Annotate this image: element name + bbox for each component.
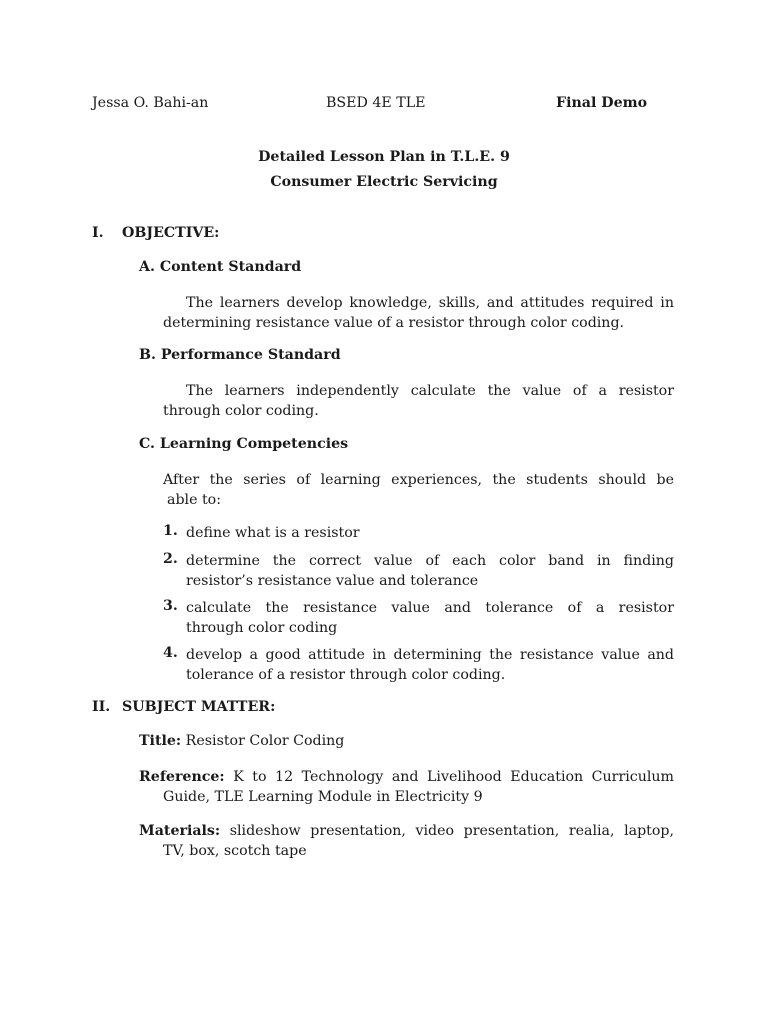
section-1-numeral: I. bbox=[92, 225, 104, 241]
performance-standard-text bbox=[163, 381, 674, 421]
competency-item-line-1: calculate the resistance value and tolerance of a resistor bbox=[186, 600, 674, 616]
reference-block bbox=[139, 767, 674, 807]
competency-number: 1. bbox=[163, 523, 178, 539]
section-2-numeral: II. bbox=[92, 699, 111, 715]
document-title: Detailed Lesson Plan in T.L.E. 9 bbox=[258, 149, 510, 165]
competency-item-line-1: define what is a resistor bbox=[186, 525, 360, 541]
reference-label: Reference: bbox=[139, 769, 225, 785]
learning-competencies-heading: C. Learning Competencies bbox=[139, 436, 349, 452]
materials-line-1: slideshow presentation, video presentation, realia, laptop, bbox=[229, 823, 674, 839]
reference-line-1: K to 12 Technology and Livelihood Education Curriculum bbox=[233, 769, 674, 785]
competency-item bbox=[186, 645, 674, 685]
performance-standard-line-1: The learners independently calculate the value of a resistor bbox=[186, 383, 674, 399]
competency-item-line-1: determine the correct value of each color band in finding bbox=[186, 553, 674, 569]
performance-standard-heading: B. Performance Standard bbox=[139, 347, 341, 363]
section-2-heading: SUBJECT MATTER: bbox=[122, 699, 276, 715]
competency-number: 4. bbox=[163, 645, 178, 661]
competency-item-line-2: through color coding bbox=[186, 620, 338, 636]
subject-title-row bbox=[139, 733, 344, 749]
competency-item-line-1: develop a good attitude in determining the resistance value and bbox=[186, 647, 674, 663]
content-standard-line-2: determining resistance value of a resistor through color coding. bbox=[163, 315, 625, 331]
competency-item bbox=[186, 598, 674, 638]
learning-competencies-intro bbox=[163, 470, 674, 510]
reference-line-2: Guide, TLE Learning Module in Electricity 9 bbox=[163, 789, 483, 805]
course-code: BSED 4E TLE bbox=[326, 95, 426, 111]
section-1-heading: OBJECTIVE: bbox=[122, 225, 220, 241]
competency-item bbox=[186, 551, 674, 591]
content-standard-text bbox=[163, 293, 674, 333]
intro-line-1: After the series of learning experiences, the students should be bbox=[163, 472, 674, 488]
content-standard-line-1: The learners develop knowledge, skills, and attitudes required in bbox=[186, 295, 674, 311]
materials-label: Materials: bbox=[139, 823, 221, 839]
content-standard-heading: A. Content Standard bbox=[139, 259, 302, 275]
materials-block bbox=[139, 821, 674, 861]
demo-label: Final Demo bbox=[556, 95, 648, 111]
document-subtitle: Consumer Electric Servicing bbox=[270, 174, 498, 190]
subject-title-value: Resistor Color Coding bbox=[185, 733, 345, 749]
competency-number: 2. bbox=[163, 551, 178, 567]
intro-line-2: able to: bbox=[167, 492, 222, 508]
performance-standard-line-2: through color coding. bbox=[163, 403, 319, 419]
competency-item-line-2: resistor’s resistance value and tolerance bbox=[186, 573, 479, 589]
author-name: Jessa O. Bahi-an bbox=[92, 95, 209, 111]
competency-item bbox=[186, 523, 674, 543]
competency-item-line-2: tolerance of a resistor through color coding. bbox=[186, 667, 506, 683]
materials-line-2: TV, box, scotch tape bbox=[163, 843, 307, 859]
competency-number: 3. bbox=[163, 598, 178, 614]
subject-title-label: Title: bbox=[139, 733, 182, 749]
